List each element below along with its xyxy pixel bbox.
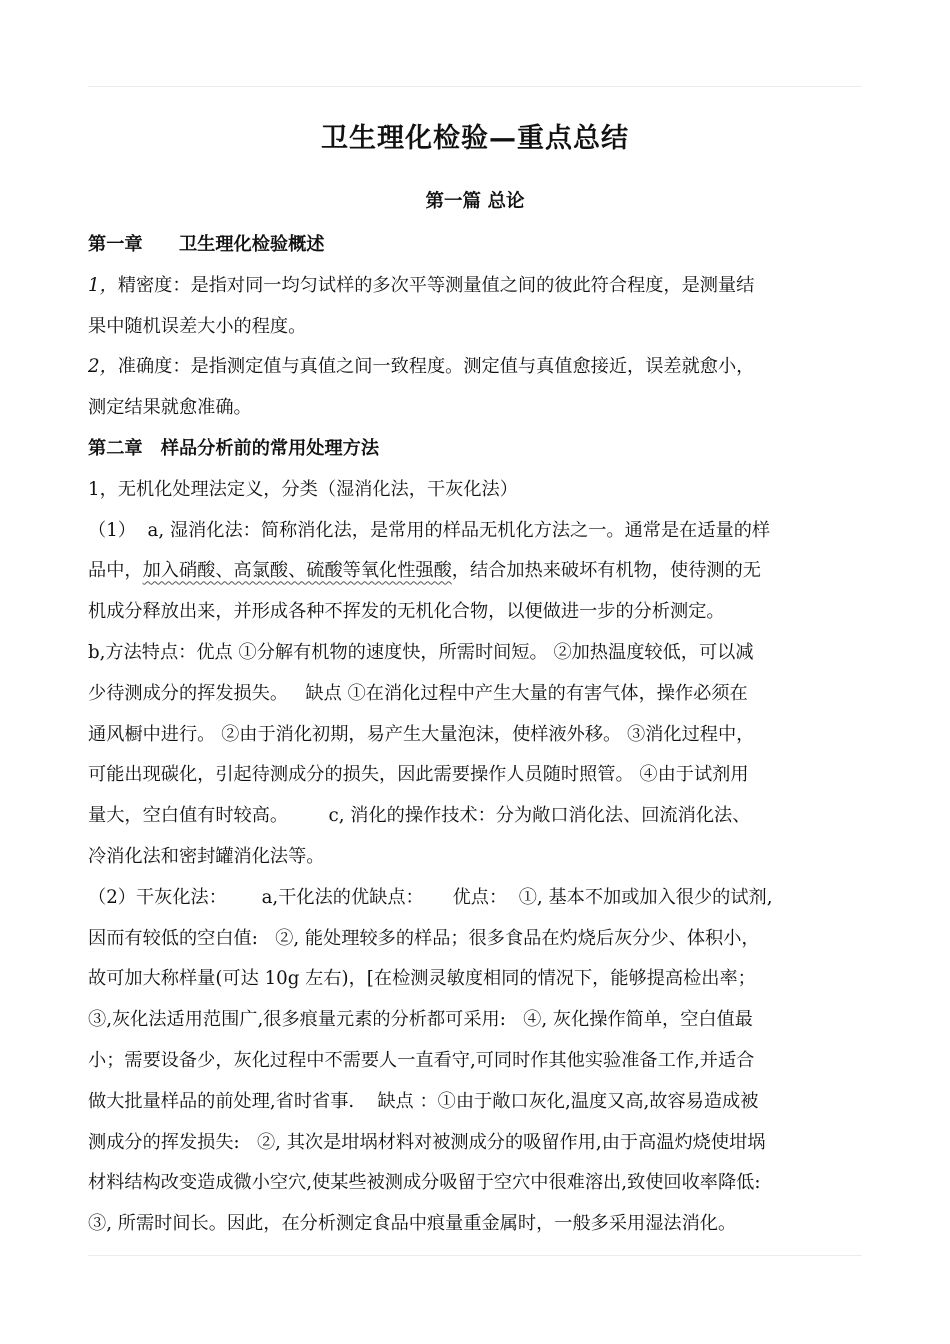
paragraph-line: 冷消化法和密封罐消化法等。 [88, 845, 325, 867]
line-text: 品中， [88, 560, 143, 582]
top-divider [88, 86, 862, 87]
line-text: ，结合加热来破坏有机物，使待测的无 [451, 560, 761, 582]
chapter-1-heading: 第一章 卫生理化检验概述 [88, 234, 325, 255]
line-text: 准确度：是指测定值与真值之间一致程度。测定值与真值愈接近，误差就愈小， [117, 356, 755, 378]
paragraph-line: 因而有较低的空白值: ②, 能处理较多的样品；很多食品在灼烧后灰分少、体积小， [88, 927, 760, 949]
paragraph-line: 少待测成分的挥发损失。 缺点 ①在消化过程中产生大量的有害气体，操作必须在 [88, 682, 748, 704]
paragraph-line: b,方法特点：优点 ①分解有机物的速度快，所需时间短。 ②加热温度较低，可以减 [88, 641, 754, 663]
paragraph-line: 果中随机误差大小的程度。 [88, 315, 307, 337]
paragraph-line: 小；需要设备少，灰化过程中不需要人一直看守,可同时作其他实验准备工作,并适合 [88, 1049, 755, 1071]
paragraph-line: 量大，空白值有时较高。 c, 消化的操作技术：分为敞口消化法、回流消化法、 [88, 805, 751, 827]
paragraph-line [88, 347, 864, 388]
paragraph-line [88, 266, 864, 307]
underlined-phrase: 加入硝酸、高氯酸、硫酸等氧化性强酸 [142, 560, 452, 582]
paragraph-line: 测定结果就愈准确。 [88, 397, 252, 419]
paragraph-line: 可能出现碳化，引起待测成分的损失，因此需要操作人员随时照管。 ④由于试剂用 [88, 764, 749, 786]
paragraph-line: 测成分的挥发损失: ②, 其次是坩埚材料对被测成分的吸留作用,由于高温灼烧使坩埚 [88, 1131, 766, 1153]
paragraph-line: 1，无机化处理法定义，分类（湿消化法，干灰化法） [88, 478, 518, 500]
paragraph-line [88, 551, 864, 592]
paragraph-line: 机成分释放出来，并形成各种不挥发的无机化合物，以便做进一步的分析测定。 [88, 601, 725, 623]
paragraph-line: 做大批量样品的前处理,省时省事. 缺点 ：①由于敞口灰化,温度又高,故容易造成被 [88, 1090, 759, 1112]
item-number: 1， [88, 274, 118, 296]
paragraph-line: 故可加大称样量(可达 10g 左右)，[在检测灵敏度相同的情况下，能够提高检出率； [88, 968, 756, 990]
paragraph-line: ③, 所需时间长。因此，在分析测定食品中痕量重金属时，一般多采用湿法消化。 [88, 1213, 737, 1235]
paragraph-line: ③,灰化法适用范围广,很多痕量元素的分析都可采用: ④, 灰化操作简单，空白值最 [88, 1009, 753, 1031]
document-title: 卫生理化检验—重点总结 [321, 123, 629, 154]
bottom-divider [88, 1255, 862, 1256]
paragraph-line: 通风橱中进行。 ②由于消化初期，易产生大量泡沫，使样液外移。 ③消化过程中， [88, 723, 755, 745]
paragraph-line: 材料结构改变造成微小空穴,使某些被测成分吸留于空穴中很难溶出,致使回收率降低: [88, 1172, 761, 1194]
paragraph-line: （2）干灰化法： a,干化法的优缺点： 优点： ①, 基本不加或加入很少的试剂, [88, 886, 773, 908]
document-body [88, 225, 864, 1245]
paragraph-line: （1） a, 湿消化法：简称消化法，是常用的样品无机化方法之一。通常是在适量的样 [88, 519, 771, 541]
part-title: 第一篇 总论 [425, 191, 525, 212]
chapter-2-heading: 第二章 样品分析前的常用处理方法 [88, 437, 380, 459]
item-number: 2， [88, 356, 118, 378]
line-text: 精密度：是指对同一均匀试样的多次平等测量值之间的彼此符合程度，是测量结 [117, 274, 755, 296]
